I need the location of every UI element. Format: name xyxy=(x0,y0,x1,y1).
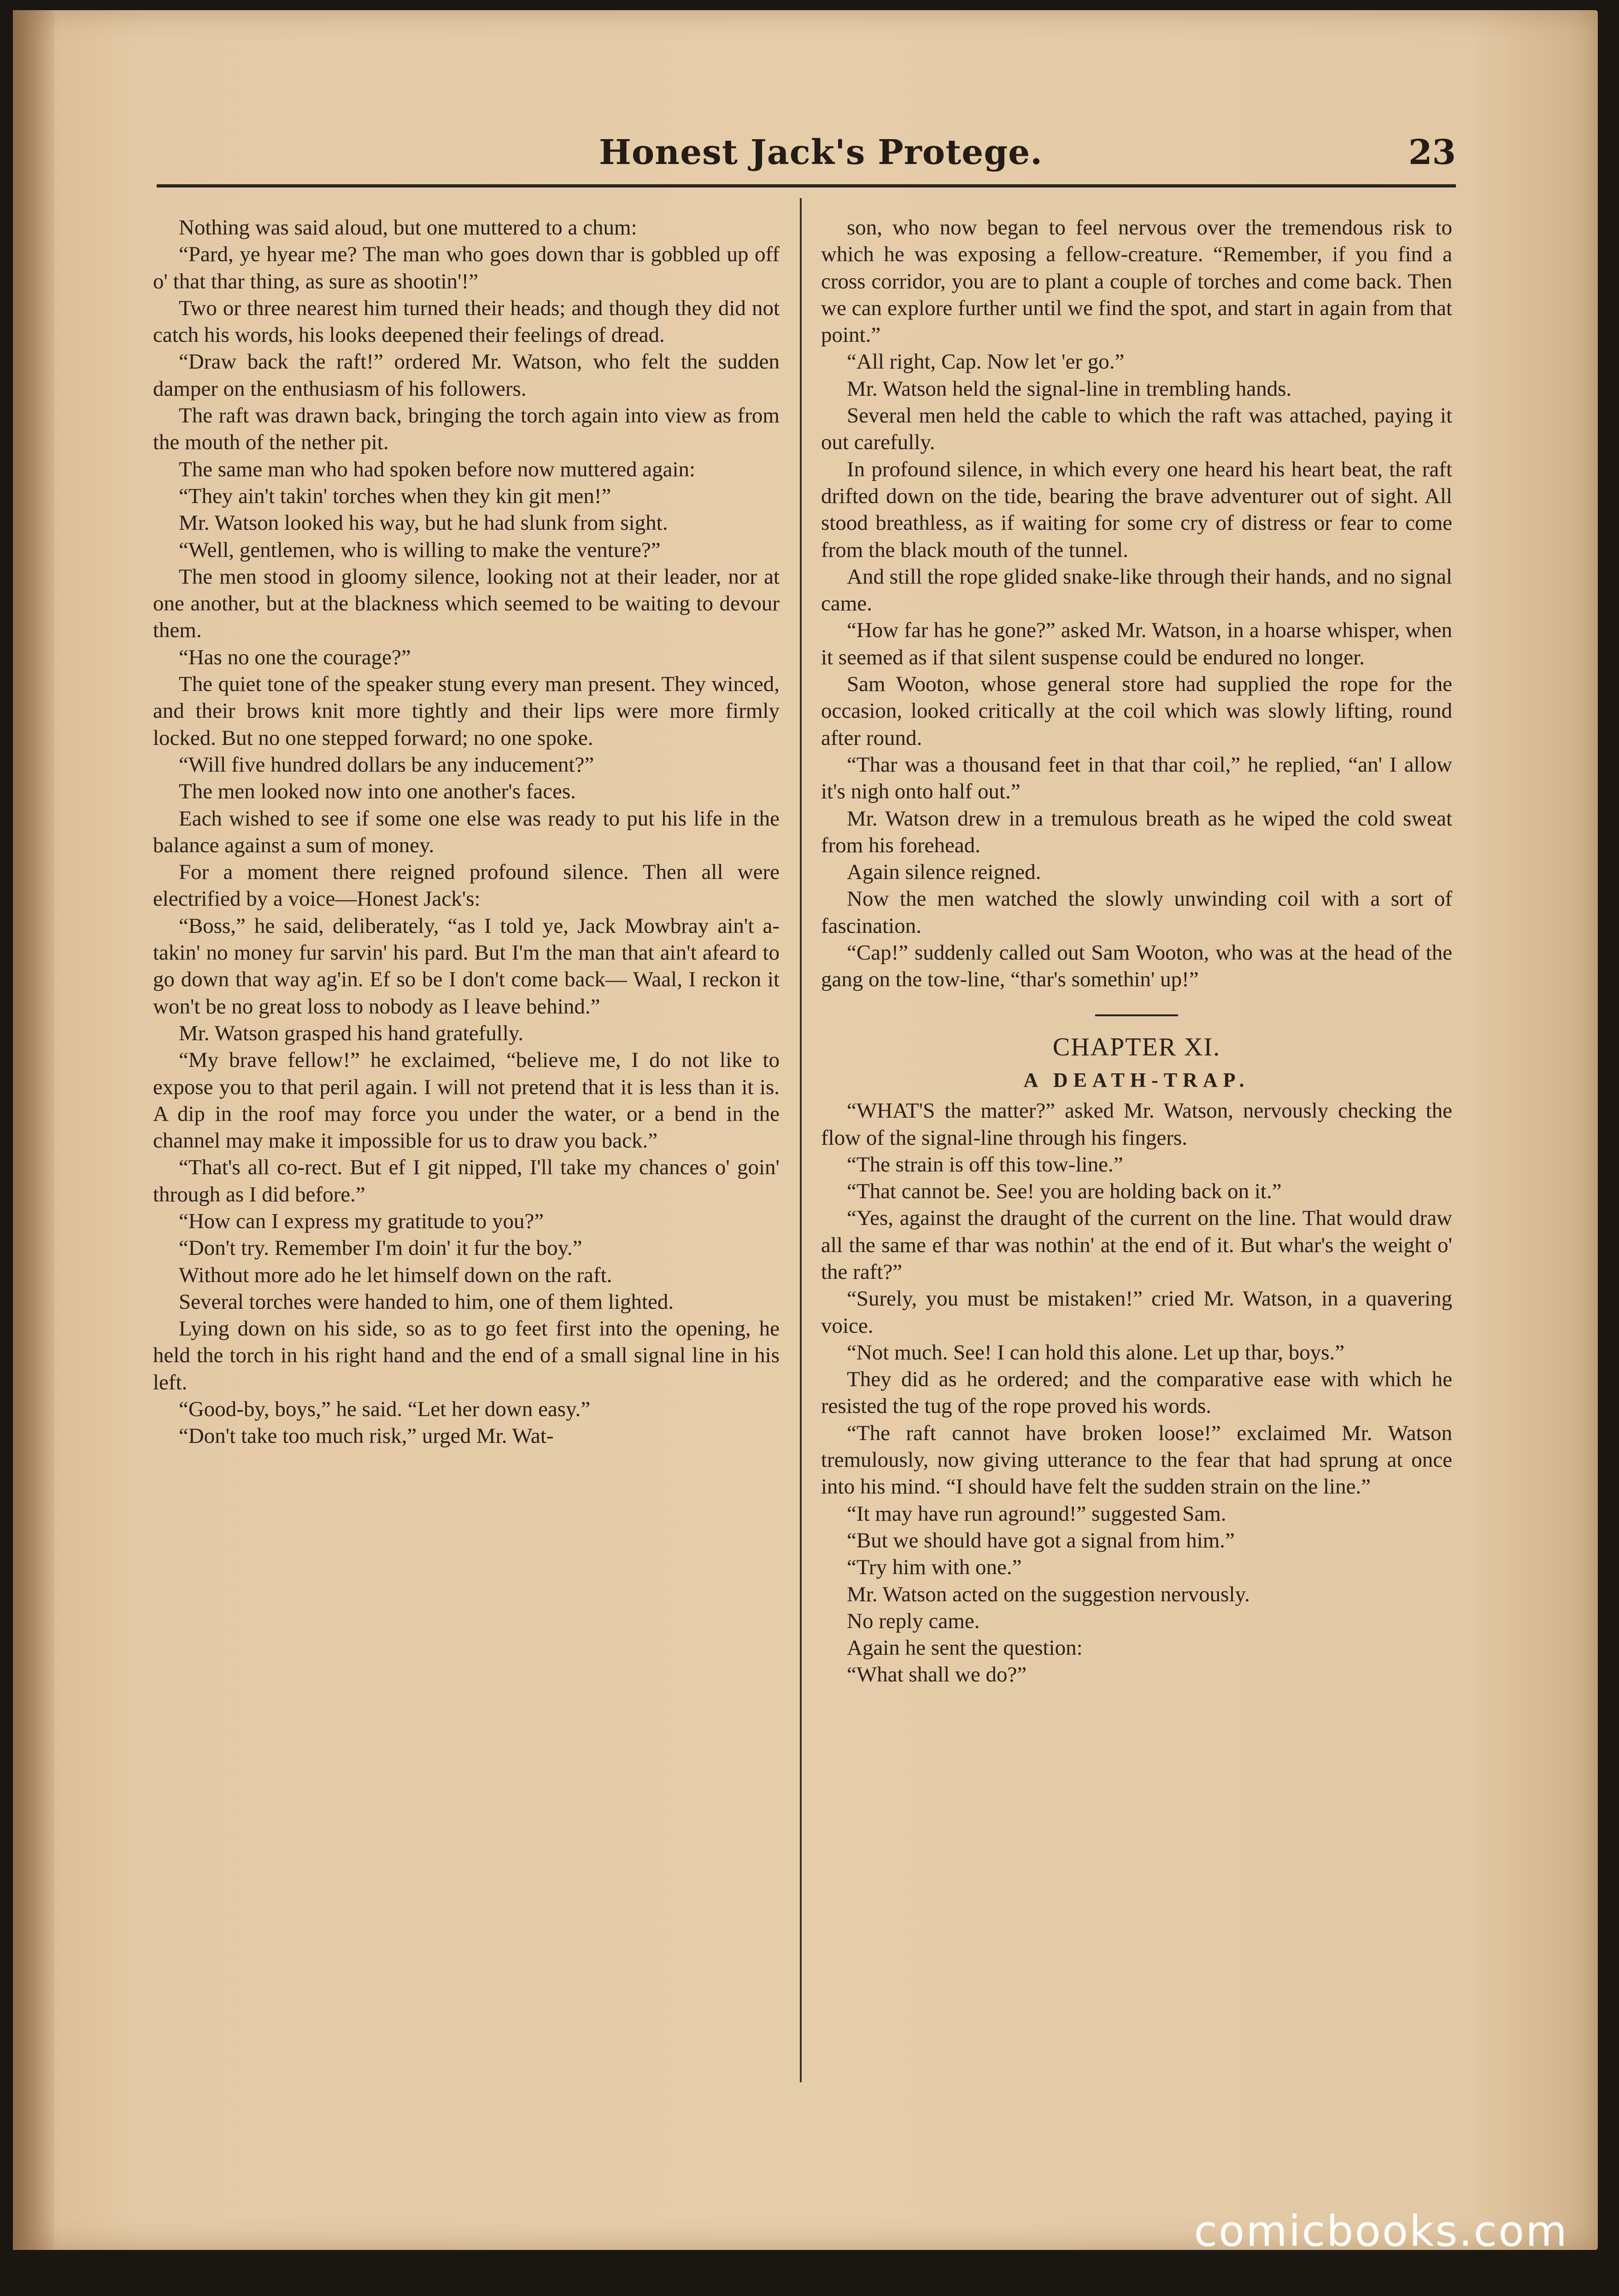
paragraph: “Don't try. Remember I'm doin' it fur the boy.” xyxy=(179,1236,582,1260)
paragraph: Lying down on his side, so as to go feet first into the opening, he held the torch in his right hand and the end of a small signal line in his left. xyxy=(153,1317,780,1394)
paragraph: The men stood in gloomy silence, looking not at their leader, nor at one another, but at the blackness which seemed to be waiting to devour them. xyxy=(153,564,780,643)
paragraph: “All right, Cap. Now let 'er go.” xyxy=(847,350,1125,374)
paragraph: “Surely, you must be mistaken!” cried Mr. Watson, in a quavering voice. xyxy=(821,1287,1452,1338)
paragraph: “How far has he gone?” asked Mr. Watson, in a hoarse whisper, when it seemed as if that silent suspense could be endured no longer. xyxy=(821,618,1452,669)
page-header xyxy=(157,129,1456,187)
paragraph: They did as he ordered; and the comparative ease with which he resisted the tug of the rope proved his words. xyxy=(821,1367,1452,1418)
paragraph: And still the rope glided snake-like through their hands, and no signal came. xyxy=(821,564,1452,616)
paragraph: Mr. Watson looked his way, but he had slunk from sight. xyxy=(179,511,668,535)
paragraph: “That's all co-rect. But ef I git nipped, I'll take my chances o' goin' through as I did before.” xyxy=(153,1155,780,1207)
column-divider xyxy=(800,198,802,2082)
paragraph: Now the men watched the slowly unwinding coil with a sort of fascination. xyxy=(821,887,1452,938)
paragraph: The men looked now into one another's faces. xyxy=(179,779,576,804)
paragraph: “Boss,” he said, deliberately, “as I told ye, Jack Mowbray ain't a-takin' no money fur sarvin' his pard. But I'm the man that ain't afeard to go down that way ag'in. Ef so be I don't come back— Waal, I reckon it won't be no great loss to nobody as I leave behind.” xyxy=(153,914,780,1019)
paragraph: “Pard, ye hyear me? The man who goes down thar is gobbled up off o' that thar thing, as sure as shootin'!” xyxy=(153,242,780,293)
paragraph: Mr. Watson drew in a tremulous breath as he wiped the cold sweat from his forehead. xyxy=(821,806,1452,857)
paragraph: “The raft cannot have broken loose!” exclaimed Mr. Watson tremulously, now giving utterance to the fear that had sprung at once into his mind. “I should have felt the sudden strain on the line.” xyxy=(821,1421,1452,1499)
paragraph: “It may have run aground!” suggested Sam. xyxy=(847,1501,1226,1526)
paragraph: “Draw back the raft!” ordered Mr. Watson, who felt the sudden damper on the enthusiasm of his followers. xyxy=(153,350,780,401)
paragraph: Again he sent the question: xyxy=(847,1636,1083,1660)
chapter-divider xyxy=(1095,1014,1178,1016)
right-column xyxy=(821,214,1452,1688)
paragraph: “Has no one the courage?” xyxy=(179,645,411,669)
paragraph: “How can I express my gratitude to you?” xyxy=(179,1209,544,1233)
running-head: Honest Jack's Protege. xyxy=(599,133,1043,172)
paragraph: “They ain't takin' torches when they kin git men!” xyxy=(179,484,611,508)
paragraph: Each wished to see if some one else was ready to put his life in the balance against a sum of money. xyxy=(153,806,780,857)
paragraph: Again silence reigned. xyxy=(847,860,1041,884)
paragraph: The same man who had spoken before now muttered again: xyxy=(179,457,696,481)
paragraph: “That cannot be. See! you are holding back on it.” xyxy=(847,1179,1282,1204)
chapter-title: A DEATH-TRAP. xyxy=(1023,1068,1250,1091)
paragraph: “Not much. See! I can hold this alone. Let up thar, boys.” xyxy=(847,1340,1345,1365)
paragraph: Several torches were handed to him, one of them lighted. xyxy=(179,1289,674,1314)
paragraph: “Thar was a thousand feet in that thar coil,” he replied, “an' I allow it's nigh onto half out.” xyxy=(821,752,1452,804)
paragraph: “Good-by, boys,” he said. “Let her down easy.” xyxy=(179,1397,591,1422)
paragraph: No reply came. xyxy=(847,1609,980,1633)
right-column-top-text xyxy=(821,214,1452,993)
paragraph: “Well, gentlemen, who is willing to make the venture?” xyxy=(179,538,661,562)
paragraph: “The strain is off this tow-line.” xyxy=(847,1152,1123,1177)
paragraph: “Will five hundred dollars be any inducement?” xyxy=(179,752,594,777)
paragraph: “Try him with one.” xyxy=(847,1555,1022,1580)
paragraph: “Don't take too much risk,” urged Mr. Wat- xyxy=(179,1424,554,1448)
paragraph: Nothing was said aloud, but one muttered to a chum: xyxy=(179,216,637,240)
right-column-bottom-text xyxy=(821,1097,1452,1688)
paragraph: Mr. Watson held the signal-line in trembling hands. xyxy=(847,376,1292,401)
paragraph: “Yes, against the draught of the current on the line. That would draw all the same ef thar was nothin' at the end of it. But whar's the weight o' the raft?” xyxy=(821,1206,1452,1284)
paragraph: Without more ado he let himself down on the raft. xyxy=(179,1263,612,1287)
paragraph: Mr. Watson acted on the suggestion nervously. xyxy=(847,1582,1250,1606)
paragraph: “My brave fellow!” he exclaimed, “believe me, I do not like to expose you to that peril again. I will not pretend that it is less than it is. A dip in the roof may force you under the water, or a bend in the channel may make it impossible for us to draw you back.” xyxy=(153,1048,780,1153)
paragraph: For a moment there reigned profound silence. Then all were electrified by a voice—Honest Jack's: xyxy=(153,860,780,911)
paragraph: In profound silence, in which every one heard his heart beat, the raft drifted down on the tide, bearing the brave adventurer out of sight. All stood breathless, as if waiting for some cry of distress or fear to come from the black mouth of the tunnel. xyxy=(821,457,1452,562)
chapter-number: CHAPTER XI. xyxy=(1052,1032,1221,1061)
paragraph: Sam Wooton, whose general store had supplied the rope for the occasion, looked critically at the coil which was slowly lifting, round after round. xyxy=(821,672,1452,750)
watermark: comicbooks.com xyxy=(1194,2207,1568,2256)
paragraph: “But we should have got a signal from him.” xyxy=(847,1528,1235,1552)
paragraph: son, who now began to feel nervous over the tremendous risk to which he was exposing a fellow-creature. “Remember, if you find a cross corridor, you are to plant a couple of torches and come back. Then we can explore further until we find the spot, and start in again from that point.” xyxy=(821,216,1452,347)
paragraph: The quiet tone of the speaker stung every man present. They winced, and their brows knit more tightly and their lips were more firmly locked. But no one stepped forward; no one spoke. xyxy=(153,672,780,750)
paragraph: Mr. Watson grasped his hand gratefully. xyxy=(179,1021,524,1045)
page-number: 23 xyxy=(1408,133,1456,172)
paragraph: Two or three nearest him turned their heads; and though they did not catch his words, his looks deepened their feelings of dread. xyxy=(153,296,780,347)
paragraph: “WHAT'S the matter?” asked Mr. Watson, nervously checking the flow of the signal-line through his fingers. xyxy=(821,1099,1452,1150)
page-binding-shadow xyxy=(13,10,54,2250)
paragraph: “What shall we do?” xyxy=(847,1663,1027,1687)
paragraph: Several men held the cable to which the raft was attached, paying it out carefully. xyxy=(821,404,1452,455)
paragraph: “Cap!” suddenly called out Sam Wooton, who was at the head of the gang on the tow-line, “thar's somethin' up!” xyxy=(821,941,1452,992)
left-column xyxy=(153,214,780,1450)
paragraph: The raft was drawn back, bringing the torch again into view as from the mouth of the nether pit. xyxy=(153,404,780,455)
